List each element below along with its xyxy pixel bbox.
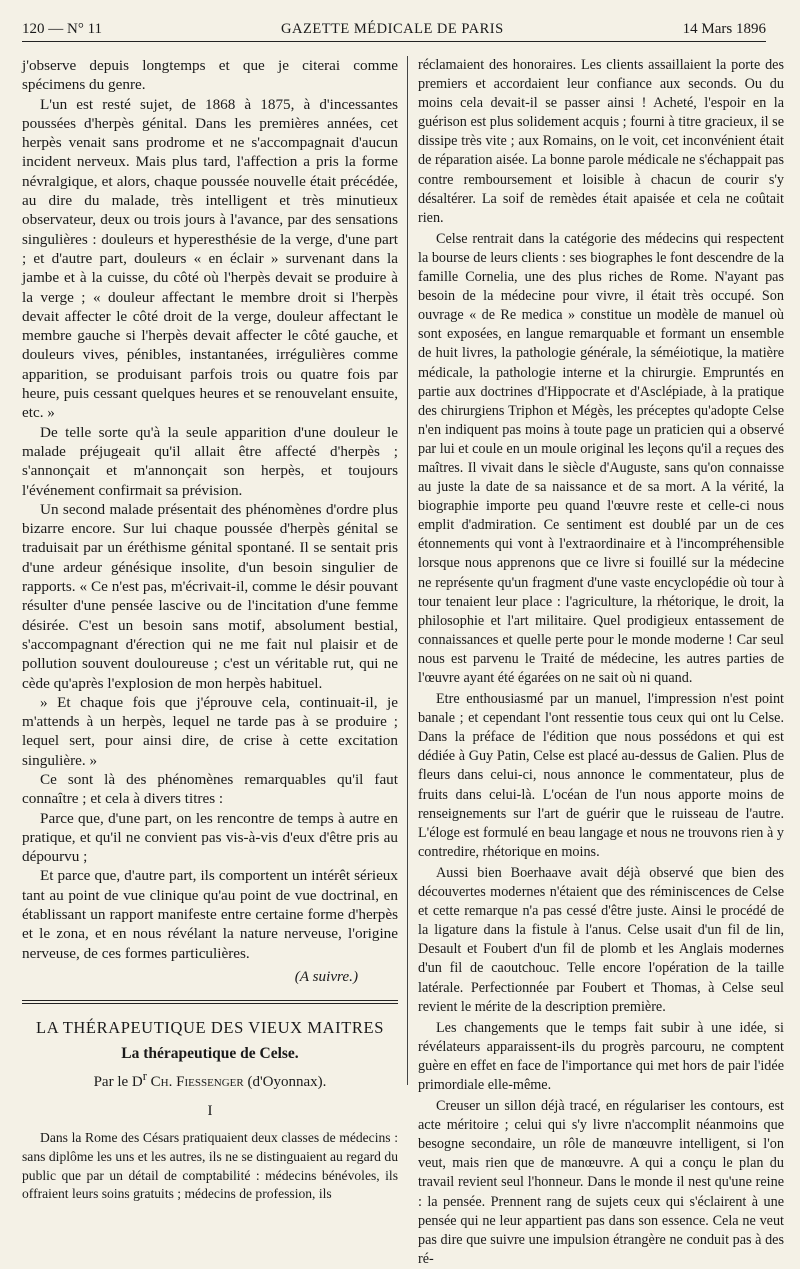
paragraph: Creuser un sillon déjà tracé, en régulariser les contours, est acte méritoire ; celui qui s'y livre n'accomplit néanmoins que besogne secondaire, un rôle de manœuvre intelligent, si l'on veut, mais rien que de manœuvre. A qui a conçu le plan du travail revient seul l'honneur. Dans le monde il nest qu'une reine : la pensée. Prennent rang de sujets ceux qui s'éclairent à une pensée qui ne leur appartient pas dans son essence. Cela ne veut pas dire que suivre une impulsion étrangère ne conduit pas à des ré- [418, 1098, 784, 1267]
section-divider [22, 1000, 398, 1001]
paragraph: j'observe depuis longtemps et que je citerai comme spécimens du genre. [22, 57, 398, 94]
section-heading: LA THÉRAPEUTIQUE DES VIEUX MAITRES [36, 1018, 384, 1038]
running-head [22, 12, 766, 42]
byline-suffix: (d'Oyonnax). [247, 1073, 327, 1090]
issue-date: 14 Mars 1896 [682, 21, 766, 37]
to-be-continued: (A suivre.) [294, 967, 358, 985]
section-divider [22, 1003, 398, 1004]
paragraph: De telle sorte qu'à la seule apparition d'une douleur le malade préjugeait qu'il allait être affecté d'herpès ; s'annonçait et m'annonçait son herpès, et toujours l'événement confirmait sa prévision. [22, 423, 398, 499]
page-number: 120 — N° 11 [22, 21, 103, 37]
byline-sup: r [142, 1068, 147, 1083]
right-column [418, 56, 784, 1267]
paragraph: réclamaient des honoraires. Les clients assaillaient la porte des premiers et accordaient leur confiance aux seconds. Ou du moins cela devait-il se passer ainsi ! Acheté, l'espoir en la guérison est plus solidement acquis ; fourni à titre gracieux, il se dissipe très vite ; aux Romains, on le voit, cet inconvénient était de réparation aisée. La bonne parole médicale ne s'échappait pas contre remboursement et loisible à chacun de courir s'y désaltérer. La soif de remèdes était apaisée et cela ne coûtait rien. [418, 57, 784, 226]
paragraph: Dans la Rome des Césars pratiquaient deux classes de médecins : sans diplôme les uns et les autres, ils ne se distinguaient au regard du public que par un détail de comptabilité : médecins bénévoles, ils offraient leurs soins gratuits ; médecins de profession, ils [22, 1130, 398, 1202]
paragraph: Les changements que le temps fait subir à une idée, si révélateurs apparaissent-ils du progrès parcouru, ne comptent guère en effet en face de l'importance qui met hors de pair l'idée primordiale elle-même. [418, 1019, 784, 1093]
paragraph: Celse rentrait dans la catégorie des médecins qui respectent la bourse de leurs clients : ses biographes le font descendre de la famille Cornelia, une des plus riches de Rome. N'ayant pas besoin de la médecine pour vivre, il était très occupé. Son ouvrage « de Re medica » constitue un modèle de manuel où sont exposées, en langue remarquable et formant un ensemble de huit livres, la pathologie générale, la séméiotique, la matière médicale, la pathologie interne et la chirurgie. Empruntés en partie aux doctrines d'Hippocrate et d'Asclépiade, à la pratique des chirurgiens Triphon et Mégès, les préceptes qu'adopte Celse n'en indiquent pas moins à toute page un praticien qui a observé par lui et coule en un moule original les leçons qu'il a reçues des maîtres. Il vivait dans le siècle d'Auguste, sans qu'on connaisse au juste la date de sa naissance et de sa mort. A la vérité, la biographie importe peu quand l'œuvre reste et celle-ci nous emplit d'admiration. Ce sentiment est doublé par un de ces étonnements qui vont à l'extraordinaire et à l'incompréhensible lorsque nous apprenons que ce livre si fouillé sur la médecine ne représente qu'un fragment d'une vaste encyclopédie où tour à tour tenaient leur place : l'agriculture, la rhétorique, le droit, la philosophie et l'art militaire. Quel prodigieux entassement de connaissances et quelle perte pour le monde moderne ! Car seul nous est parvenu le Traité de médecine, les autres parties de l'œuvre ayant été égarées on ne sait où ni quand. [418, 230, 784, 686]
article-title: La thérapeutique de Celse. [121, 1044, 299, 1062]
paragraph: L'un est resté sujet, de 1868 à 1875, à d'incessantes poussées d'herpès génital. Dans les premières années, cet herpès venait sans prodrome et ne s'accompagnait d'aucun incident nerveux. Mais plus tard, l'affection a pris la forme névralgique, et alors, chaque poussée nouvelle était précédée, au dire du malade, très intelligent et très minutieux observateur, deux ou trois jours à l'avance, par des sensations singulières : douleurs et hyperesthésie de la verge, d'une part ; et d'autre part, douleurs « en éclair » survenant dans la jambe et à la cuisse, du côté où l'herpès devait se produire à la verge ; « douleur affectant le membre droit si l'herpès devait affecter le côté droit de la verge, douleur affectant le membre gauche si l'herpès devait affecter le côté gauche, et douleurs vives, pénibles, instantanées, irrégulières comme apparition, se produisant parfois trois ou quatre fois par heure, puis cessant quelques heures et se renouvelant ensuite, etc. » [22, 95, 398, 422]
paragraph: Etre enthousiasmé par un manuel, l'impression n'est point banale ; et cependant l'ont ressentie tous ceux qui ont lu Celse. Dans la préface de l'édition que nous possédons et qui est dédiée à Guy Patin, Celse est placé au-dessus de Galien. Plus de fleurs dans celui-ci, nous annonce le commentateur, plus de fruits dans celui-là. L'océan de l'un nous apporte moins de renseignements sur l'art de guérir que le ruisseau de l'autre. L'éloge est formulé en beau langage et nous ne trouvons rien à y contredire, rhétorique en moins. [418, 691, 784, 860]
paragraph: Parce que, d'une part, on les rencontre de temps à autre en pratique, et qu'il ne convient pas vis-à-vis d'eux d'être pris au dépourvu ; [22, 809, 398, 866]
paragraph: Et parce que, d'autre part, ils comportent un intérêt sérieux tant au point de vue clinique qu'au point de vue doctrinal, en établissant un rapport manifeste entre certaine forme d'herpès et le zona, et en nous révélant la nature nerveuse, l'origine nerveuse, de ces formes particulières. [22, 867, 398, 962]
left-column [22, 56, 398, 1202]
paragraph: Un second malade présentait des phénomènes d'ordre plus bizarre encore. Sur lui chaque poussée d'herpès génital se traduisait par un éréthisme génital spontané. Il se sentait pris d'une ardeur génésique insolite, d'un besoin singulier de rapports. « Ce n'est pas, m'écrivait-il, comme le désir pouvant résulter d'une pensée lascive ou de l'incitation d'une femme désirée. C'est un besoin sans motif, absolument bestial, s'accompagnant d'érection qui ne me fait nul plaisir et de pollution souvent douloureuse ; c'est un véritable rut, qui ne cède qu'après l'explosion de mon herpès habituel. [22, 500, 398, 692]
author-name: Ch. Fiessenger [150, 1073, 244, 1090]
paragraph: Ce sont là des phénomènes remarquables qu'il faut connaître ; et cela à divers titres : [22, 770, 398, 808]
part-number: I [207, 1103, 213, 1120]
paragraph: » Et chaque fois que j'éprouve cela, continuait-il, je m'attends à un herpès, lequel ne tarde pas à se produire ; lequel sert, pour ainsi dire, de crise à cette excitation singulière. » [22, 693, 398, 769]
paragraph: Aussi bien Boerhaave avait déjà observé que bien des découvertes modernes n'étaient que des réminiscences de Celse et cette remarque n'a pas cessé d'être juste. Ainsi le procédé de la ligature dans la fistule à l'anus. Celse usait d'un fil de lin, Desault et Foubert d'un fil de plomb et les Anglais modernes d'un fil de caoutchouc. Telle encore l'opération de la taille latérale. Perfectionnée par Foubert et Thomas, à Celse seul revient le mérite de la description première. [418, 864, 784, 1015]
byline [22, 1067, 398, 1092]
journal-title: GAZETTE MÉDICALE DE PARIS [281, 21, 504, 37]
column-rule [407, 56, 408, 1085]
byline-prefix: Par le D [93, 1073, 143, 1090]
